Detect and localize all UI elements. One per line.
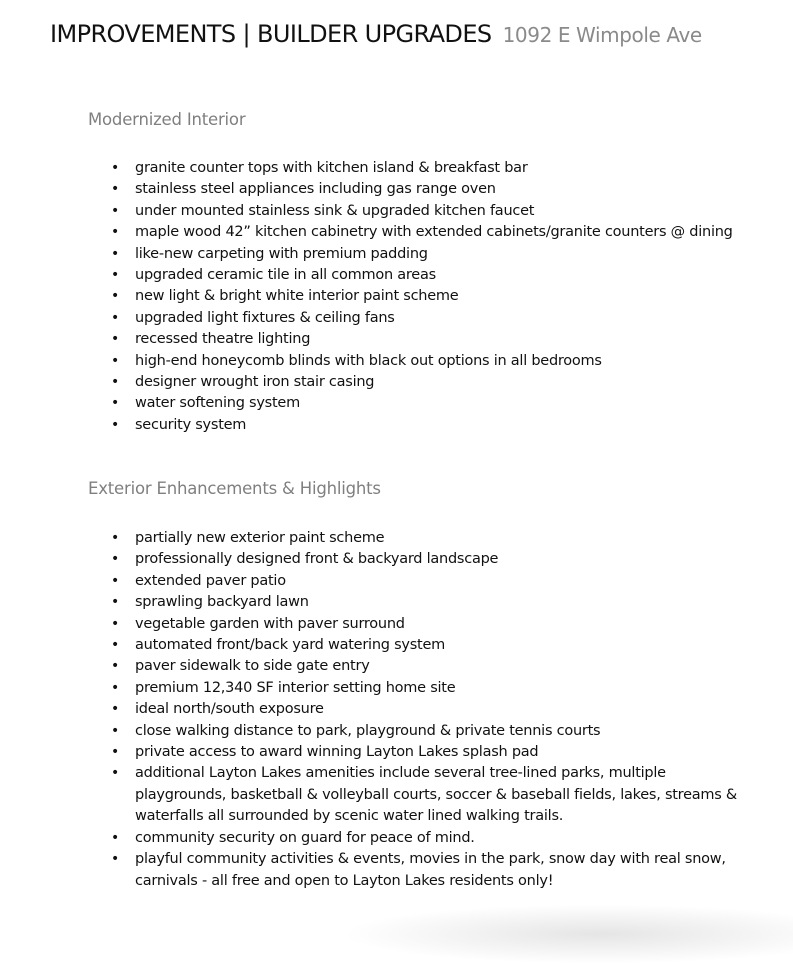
list-item: [110, 635, 760, 656]
bullet-icon: •: [111, 288, 120, 305]
list-item: [110, 393, 760, 414]
list-item-text: granite counter tops with kitchen island & breakfast bar: [135, 160, 528, 176]
bullet-icon: •: [111, 267, 120, 284]
bullet-icon: •: [111, 744, 120, 761]
property-address: 1092 E Wimpole Ave: [502, 23, 702, 47]
exterior-features-list: [110, 528, 760, 892]
list-item-text: additional Layton Lakes amenities include several tree-lined parks, multiple playgrounds, basketball & volleyball courts, soccer & baseball fields, lakes, streams & waterfalls all surrounded by scenic water lined walking trails.: [135, 765, 737, 825]
list-item-text: professionally designed front & backyard landscape: [135, 551, 499, 568]
bullet-icon: •: [111, 829, 120, 846]
bullet-icon: •: [111, 551, 120, 568]
list-item-text: ideal north/south exposure: [135, 701, 324, 718]
list-item-text: upgraded light fixtures & ceiling fans: [135, 309, 395, 326]
bullet-icon: •: [111, 309, 120, 326]
list-item-text: paver sidewalk to side gate entry: [135, 658, 370, 675]
list-item: [110, 592, 760, 613]
bullet-icon: •: [111, 395, 120, 412]
list-item-text: water softening system: [135, 395, 300, 412]
list-item: [110, 286, 760, 307]
page-header: [50, 20, 702, 48]
list-item-text: close walking distance to park, playground & private tennis courts: [135, 722, 601, 739]
list-item: [110, 828, 760, 849]
bullet-icon: •: [111, 374, 120, 391]
list-item-text: stainless steel appliances including gas range oven: [135, 181, 496, 198]
bullet-icon: •: [111, 331, 120, 348]
list-item-text: community security on guard for peace of mind.: [135, 829, 475, 846]
bullet-icon: •: [111, 416, 120, 433]
bullet-icon: •: [111, 224, 120, 241]
list-item-text: recessed theatre lighting: [135, 331, 311, 348]
bullet-icon: •: [111, 202, 120, 219]
list-item: [110, 265, 760, 286]
bullet-icon: •: [111, 615, 120, 632]
list-item-text: vegetable garden with paver surround: [135, 615, 405, 632]
bullet-icon: •: [111, 160, 120, 176]
list-item: [110, 849, 760, 892]
list-item: [110, 742, 760, 763]
bullet-icon: •: [111, 594, 120, 611]
list-item-text: like-new carpeting with premium padding: [135, 245, 428, 262]
list-item: [110, 158, 760, 179]
list-item-text: designer wrought iron stair casing: [135, 374, 375, 391]
list-item-text: automated front/back yard watering system: [135, 637, 446, 654]
bullet-icon: •: [111, 679, 120, 696]
list-item: [110, 699, 760, 720]
list-item: [110, 656, 760, 677]
list-item: [110, 721, 760, 742]
list-item-text: new light & bright white interior paint scheme: [135, 288, 459, 305]
page-title: IMPROVEMENTS | BUILDER UPGRADES: [50, 20, 492, 48]
list-item: [110, 244, 760, 265]
list-item: [110, 763, 760, 827]
list-item-text: partially new exterior paint scheme: [135, 530, 385, 546]
bullet-icon: •: [111, 637, 120, 654]
bullet-icon: •: [111, 181, 120, 198]
list-item-text: extended paver patio: [135, 572, 286, 589]
list-item: [110, 222, 760, 243]
list-item-text: premium 12,340 SF interior setting home site: [135, 679, 456, 696]
list-item: [110, 179, 760, 200]
list-item: [110, 351, 760, 372]
section-heading-exterior: Exterior Enhancements & Highlights: [88, 479, 381, 498]
bullet-icon: •: [111, 722, 120, 739]
bullet-icon: •: [111, 572, 120, 589]
list-item: [110, 308, 760, 329]
bullet-icon: •: [111, 701, 120, 718]
bullet-icon: •: [111, 530, 120, 546]
list-item-text: sprawling backyard lawn: [135, 594, 309, 611]
list-item: [110, 372, 760, 393]
list-item-text: high-end honeycomb blinds with black out options in all bedrooms: [135, 352, 602, 369]
list-item: [110, 528, 760, 549]
bullet-icon: •: [111, 245, 120, 262]
list-item-text: playful community activities & events, movies in the park, snow day with real snow, carnivals - all free and open to Layton Lakes residents only!: [135, 851, 726, 889]
list-item: [110, 201, 760, 222]
list-item-text: under mounted stainless sink & upgraded kitchen faucet: [135, 202, 535, 219]
bullet-icon: •: [111, 352, 120, 369]
list-item: [110, 614, 760, 635]
bullet-icon: •: [111, 851, 120, 868]
list-item-text: security system: [135, 416, 247, 433]
bullet-icon: •: [111, 765, 120, 782]
list-item-text: private access to award winning Layton Lakes splash pad: [135, 744, 539, 761]
list-item: [110, 549, 760, 570]
interior-features-list: [110, 158, 760, 436]
list-item-text: maple wood 42” kitchen cabinetry with extended cabinets/granite counters @ dining: [135, 224, 733, 241]
list-item: [110, 571, 760, 592]
list-item: [110, 415, 760, 436]
section-heading-interior: Modernized Interior: [88, 110, 246, 129]
page-shadow: [340, 904, 793, 964]
bullet-icon: •: [111, 658, 120, 675]
list-item-text: upgraded ceramic tile in all common areas: [135, 267, 436, 284]
list-item: [110, 678, 760, 699]
list-item: [110, 329, 760, 350]
